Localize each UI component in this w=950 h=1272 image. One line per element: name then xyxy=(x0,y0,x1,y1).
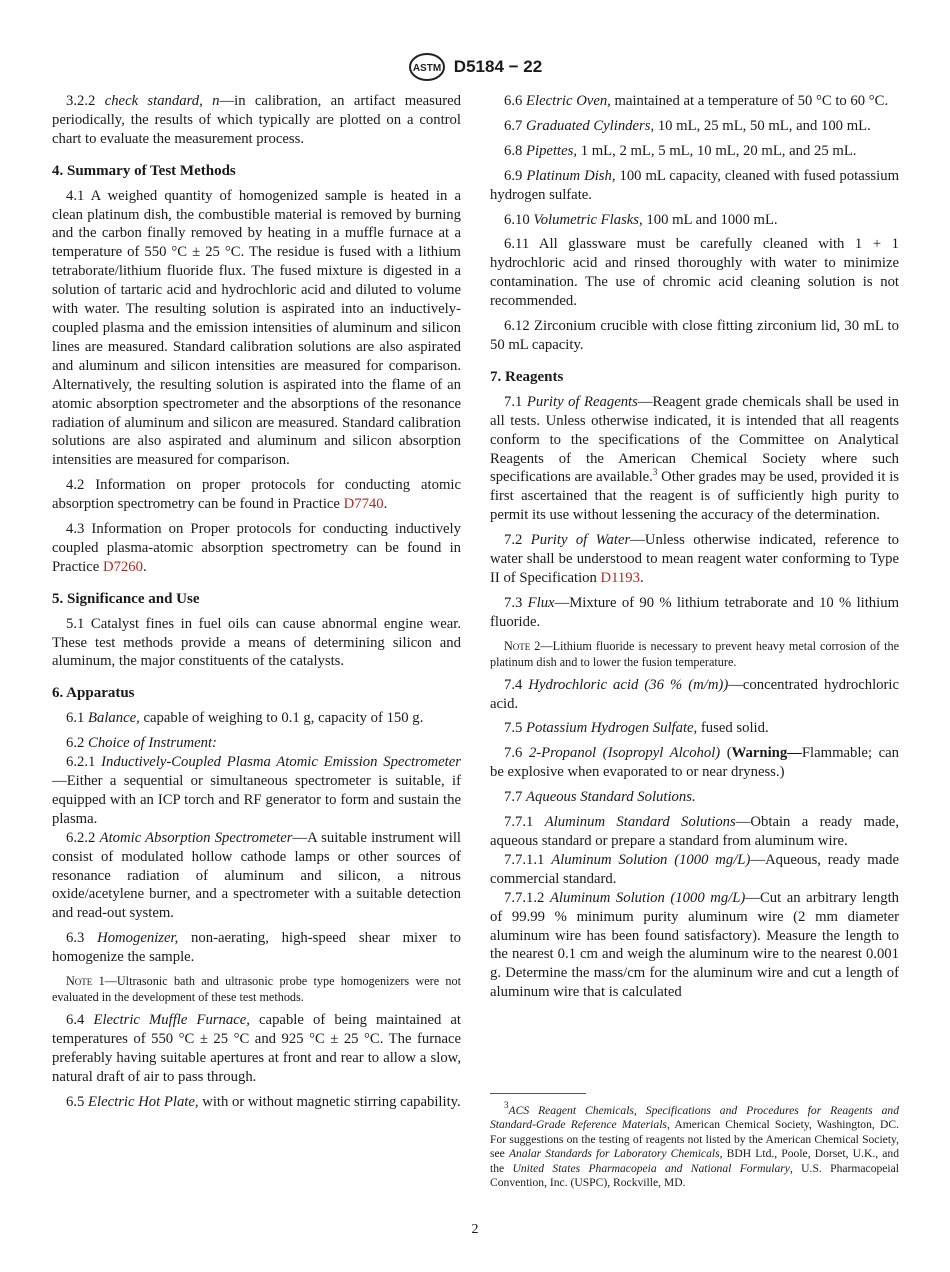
para-7-7-1-1: 7.7.1.1 Aluminum Solution (1000 mg/L)—Aqueous, ready made commercial standard. xyxy=(490,851,900,887)
para-7-1: 7.1 Purity of Reagents—Reagent grade chemicals shall be used in all tests. Unless otherwise indicated, it is intended that all reagents conform to the specifications of the Committee on Analytical Reagents of the American Chemical Society where such specifications are available.$^3$ Other grades may be used, provided it is first ascertained that the reagent is of sufficiently high purity to permit its use without lessening the accuracy of the determination. xyxy=(490,393,900,524)
page-number: 2 xyxy=(471,1222,479,1237)
para-4-3: 4.3 Information on Proper protocols for conducting inductively coupled plasma-atomic absorption spectrometry can be found in Practice D7260. xyxy=(52,521,461,575)
astm-logo-icon xyxy=(408,52,446,82)
footnote-3: $^3$ACS Reagent Chemicals, Specifications and Procedures for Reagents and Standard-Grade Reference Materials, American Chemical Society, Washington, DC. For suggestions on the testing of reagents not listed by the American Chemical Society, see Analar Standards for Laboratory Chemicals, BDH Ltd., Poole, Dorset, U.K., and the United States Pharmacopeia and National Formulary, U.S. Pharmacopeial Convention, Inc. (USPC), Rockville, MD. xyxy=(490,1100,900,1190)
para-6-5: 6.5 Electric Hot Plate, with or without magnetic stirring capability. xyxy=(66,1093,461,1110)
para-6-6: 6.6 Electric Oven, maintained at a temperature of 50 °C to 60 °C. xyxy=(504,93,889,109)
footnote-ref-3[interactable]: 3 xyxy=(652,467,658,478)
para-6-1: 6.1 Balance, capable of weighing to 0.1 g, capacity of 150 g. xyxy=(66,710,424,727)
para-6-9: 6.9 Platinum Dish, 100 mL capacity, cleaned with fused potassium hydrogen sulfate. xyxy=(490,167,899,203)
link-d7260[interactable]: D7260 xyxy=(102,558,143,575)
para-7-3: 7.3 Flux—Mixture of 90 % lithium tetraborate and 10 % lithium fluoride. xyxy=(490,594,900,630)
para-7-2: 7.2 Purity of Water—Unless otherwise indicated, reference to water shall be understood to mean reagent water conforming to Type II of Specification D1193. xyxy=(490,532,900,586)
section-7-heading: 7. Reagents xyxy=(490,368,564,385)
logo-text: ASTM xyxy=(412,63,441,74)
note-2: Note 2—Lithium fluoride is necessary to prevent heavy metal corrosion of the platinum dish and to lower the fusion temperature. xyxy=(490,638,899,669)
para-6-2-1: 6.2.1 Inductively-Coupled Plasma Atomic Emission Spectrometer—Either a sequential or simultaneous spectrometer is suitable, if equipped with an ICP torch and RF generator to form and sustain the plasma. xyxy=(52,754,461,827)
page-header xyxy=(0,52,950,82)
link-d1193[interactable]: D1193 xyxy=(600,569,640,586)
left-column xyxy=(52,92,461,1118)
para-7-7-1: 7.7.1 Aluminum Standard Solutions—Obtain a ready made, aqueous standard or prepare a standard from aluminum wire. xyxy=(490,814,899,849)
section-6-heading: 6. Apparatus xyxy=(52,685,135,702)
footnote-divider xyxy=(490,1093,586,1094)
para-4-2: 4.2 Information on proper protocols for conducting atomic absorption spectrometry can be found in Practice D7740. xyxy=(52,477,461,513)
para-3-2-2: 3.2.2 check standard, n—in calibration, an artifact measured periodically, the results of which typically are plotted on a control chart to evaluate the measurement process. xyxy=(52,93,461,147)
para-7-4: 7.4 Hydrochloric acid (36 % (m/m))—concentrated hydrochloric acid. xyxy=(490,676,900,712)
para-7-6: 7.6 2-Propanol (Isopropyl Alcohol) (Warning—Flammable; can be explosive when evaporated to or near dryness.) xyxy=(490,745,899,781)
para-6-3: 6.3 Homogenizer, non-aerating, high-speed shear mixer to homogenize the sample. xyxy=(52,930,462,966)
section-4-heading: 4. Summary of Test Methods xyxy=(52,162,236,179)
para-7-7-1-2: 7.7.1.2 Aluminum Solution (1000 mg/L)—Cut an arbitrary length of 99.99 % minimum purity aluminum wire (2 mm diameter aluminum wire has been found satisfactory). Measure the length to the nearest 0.1 cm and weigh the aluminum wire to the nearest 0.001 g. Determine the mass/cm for the aluminum wire and cut a length of aluminum wire that is calculated xyxy=(490,889,900,1001)
link-d7740[interactable]: D7740 xyxy=(343,496,384,513)
para-6-12: 6.12 Zirconium crucible with close fitting zirconium lid, 30 mL to 50 mL capacity. xyxy=(490,318,899,353)
right-column xyxy=(490,92,899,1002)
para-6-7: 6.7 Graduated Cylinders, 10 mL, 25 mL, 50 mL, and 100 mL. xyxy=(504,117,871,134)
para-5-1: 5.1 Catalyst fines in fuel oils can cause abnormal engine wear. These test methods provide a means of determining silicon and aluminum, the major constituents of the catalysts. xyxy=(52,615,461,670)
document-number: D5184 − 22 xyxy=(453,57,543,76)
para-7-5: 7.5 Potassium Hydrogen Sulfate, fused solid. xyxy=(504,720,769,737)
para-6-2: 6.2 Choice of Instrument: xyxy=(66,735,217,752)
para-7-7: 7.7 Aqueous Standard Solutions. xyxy=(504,789,696,806)
para-6-10: 6.10 Volumetric Flasks, 100 mL and 1000 mL. xyxy=(504,211,778,228)
para-6-11: 6.11 All glassware must be carefully cleaned with 1 + 1 hydrochloric acid and rinsed thoroughly with water to minimize contamination. The use of chromic acid cleaning solution is not recommended. xyxy=(490,236,899,310)
para-6-4: 6.4 Electric Muffle Furnace, capable of being maintained at temperatures of 550 °C ± 25 °C and 925 °C ± 25 °C. The furnace preferably having suitable apertures at front and rear to allow a slow, natural draft of air to pass through. xyxy=(52,1012,461,1085)
para-4-1: 4.1 A weighed quantity of homogenized sample is heated in a clean platinum dish, the combustible material is removed by burning and the carbon finally removed by heating in a muffle furnace at a temperature of 550 °C ± 25 °C. The residue is fused with a lithium tetraborate/lithium fluoride flux. The fused mixture is digested in a solution of tartaric acid and hydrochloric acid and diluted to volume with water. The resulting solution is aspirated into an inductively-coupled plasma and the emission intensities of aluminum and silicon lines are measured. Standard calibration solutions are also aspirated and aluminum and silicon intensities are measured for comparison. Alternatively, the resulting solution is aspirated into the flame of an atomic absorption spectrometer and the absorptions of the resonance radiation of aluminum and silicon are measured. Standard calibration solutions are also aspirated and aluminum and silicon absorption intensities are measured for comparison. xyxy=(52,187,461,469)
para-6-2-2: 6.2.2 Atomic Absorption Spectrometer—A suitable instrument will consist of modulated hollow cathode lamps or other sources of resonance radiation of aluminum and silicon, a nitrous oxide/acetylene burner, and a spectrometer with a suitable detection and read-out system. xyxy=(52,829,462,922)
note-1: Note 1—Ultrasonic bath and ultrasonic probe type homogenizers were not evaluated in the development of these test methods. xyxy=(52,974,461,1005)
section-5-heading: 5. Significance and Use xyxy=(52,590,200,607)
para-6-8: 6.8 Pipettes, 1 mL, 2 mL, 5 mL, 10 mL, 20 mL, and 25 mL. xyxy=(504,142,857,159)
